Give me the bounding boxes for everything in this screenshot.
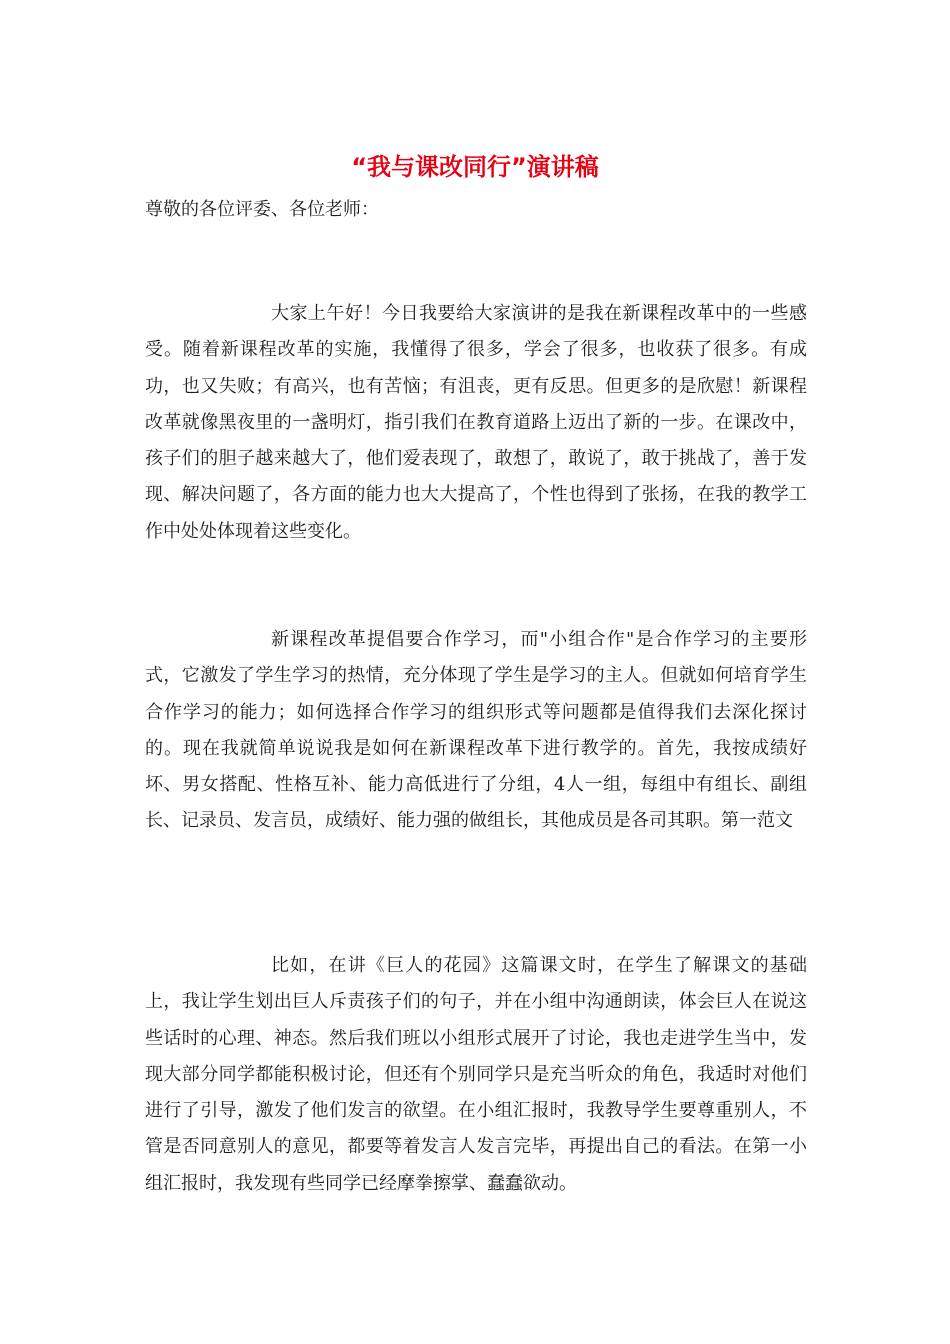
paragraph-1: 大家上午好！今日我要给大家演讲的是我在新课程改革中的一些感受。随着新课程改革的实施，我懂得了很多，学会了很多，也收获了很多。有成功，也又失败；有高兴，也有苦恼；有沮丧，更有反思。但更多的是欣慰！新课程改革就像黑夜里的一盏明灯，指引我们在教育道路上迈出了新的一步。在课改中，孩子们的胆子越来越大了，他们爱表现了，敢想了，敢说了，敢于挑战了，善于发现、解决问题了，各方面的能力也大大提高了，个性也得到了张扬，在我的教学工作中处处体现着这些变化。 [145,303,807,542]
salutation: 尊敬的各位评委、各位老师： [145,199,379,220]
document-title: “我与课改同行”演讲稿 [351,153,599,181]
paragraph-2: 新课程改革提倡要合作学习，而"小组合作"是合作学习的主要形式，它激发了学生学习的热情，充分体现了学生是学习的主人。但就如何培育学生合作学习的能力；如何选择合作学习的组织形式等问题都是值得我们去深化探讨的。现在我就简单说说我是如何在新课程改革下进行教学的。首先，我按成绩好坏、男女搭配、性格互补、能力高低进行了分组，4人一组，每组中有组长、副组长、记录员、发言员，成绩好、能力强的做组长，其他成员是各司其职。第一范文 [145,629,807,832]
paragraph-3: 比如，在讲《巨人的花园》这篇课文时，在学生了解课文的基础上，我让学生划出巨人斥责孩子们的句子，并在小组中沟通朗读，体会巨人在说这些话时的心理、神态。然后我们班以小组形式展开了讨论，我也走进学生当中，发现大部分同学都能积极讨论，但还有个别同学只是充当听众的角色，我适时对他们进行了引导，激发了他们发言的欲望。在小组汇报时，我教导学生要尊重别人，不管是否同意别人的意见，都要等着发言人发言完毕，再提出自己的看法。在第一小组汇报时，我发现有些同学已经摩拳擦掌、蠢蠢欲动。 [145,955,807,1194]
